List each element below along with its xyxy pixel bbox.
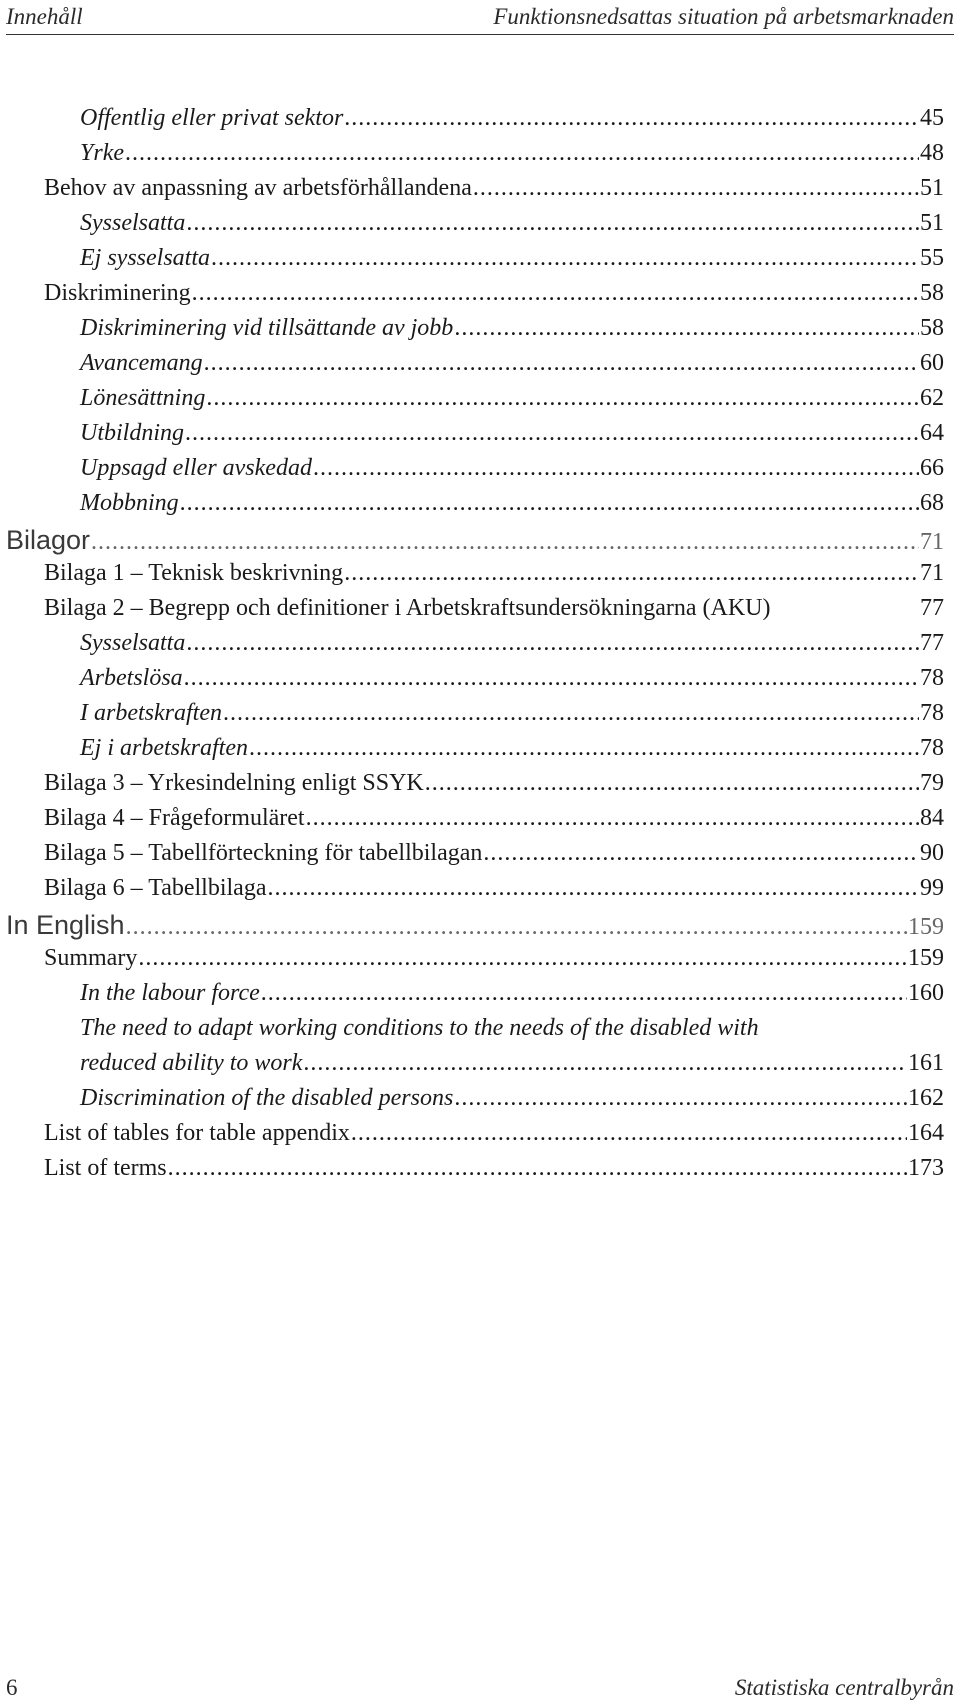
toc-entry[interactable] [80, 210, 944, 237]
toc-entry-page: 60 [920, 350, 944, 376]
toc-entry-page: 48 [920, 140, 944, 166]
toc-entry-page: 173 [908, 1155, 944, 1181]
toc-entry-title: Behov av anpassning av arbetsförhållandena [44, 175, 472, 201]
toc-entry[interactable] [44, 560, 944, 587]
toc-entry-page: 45 [920, 105, 944, 131]
toc-entry-page: 66 [920, 455, 944, 481]
toc-entry-page: 84 [920, 805, 944, 831]
toc-entry-title-line2: reduced ability to work [80, 1050, 303, 1076]
toc-entry-title: Offentlig eller privat sektor [80, 105, 344, 131]
toc-leader-dots [344, 560, 919, 587]
toc-entry-page: 78 [920, 665, 944, 691]
header-section-title: Innehåll [6, 4, 83, 29]
toc-leader-dots [192, 280, 919, 307]
toc-entry[interactable] [80, 1085, 944, 1112]
toc-entry-page: 62 [920, 385, 944, 411]
toc-chapter-page: 159 [908, 914, 944, 940]
toc-chapter-page: 71 [920, 529, 944, 555]
toc-entry[interactable] [80, 455, 944, 482]
toc-entry-page: 78 [920, 700, 944, 726]
toc-entry-title: Lönesättning [80, 385, 206, 411]
footer-page-number: 6 [6, 1675, 18, 1700]
toc-entry-page: 55 [920, 245, 944, 271]
toc-entry[interactable] [44, 1155, 944, 1182]
toc-entry-page: 77 [920, 630, 944, 656]
toc-leader-dots [306, 805, 919, 832]
toc-entry-title: Bilaga 6 – Tabellbilaga [44, 875, 267, 901]
toc-entry-page: 78 [920, 735, 944, 761]
toc-entry-page: 58 [920, 280, 944, 306]
toc-entry-page: 79 [920, 770, 944, 796]
toc-entry-page: 64 [920, 420, 944, 446]
toc-leader-dots [91, 529, 919, 556]
toc-entry[interactable] [44, 175, 944, 202]
toc-leader-dots [206, 385, 919, 412]
toc-entry[interactable] [80, 665, 944, 692]
toc-entry-page: 77 [920, 595, 944, 621]
toc-entry[interactable] [80, 490, 944, 517]
toc-leader-dots [184, 665, 919, 692]
toc-leader-dots [185, 420, 919, 447]
toc-entry-page: 51 [920, 210, 944, 236]
toc-entry-title-line1[interactable]: The need to adapt working conditions to the needs of the disabled with [80, 1015, 759, 1041]
toc-entry[interactable] [44, 875, 944, 902]
toc-leader-dots [125, 140, 919, 167]
toc-entry-page: 160 [908, 980, 944, 1006]
toc-entry-page: 51 [920, 175, 944, 201]
toc-entry-title: Ej i arbetskraften [80, 735, 248, 761]
toc-entry-title: Utbildning [80, 420, 185, 446]
toc-entry[interactable] [80, 385, 944, 412]
toc-entry-page: 99 [920, 875, 944, 901]
toc-entry-title: Diskriminering [44, 280, 191, 306]
toc-entry-page: 68 [920, 490, 944, 516]
toc-entry[interactable] [44, 840, 944, 867]
toc-leader-dots [351, 1120, 907, 1147]
toc-leader-dots [180, 490, 919, 517]
toc-entry-title: Ej sysselsatta [80, 245, 210, 271]
header-document-title: Funktionsnedsattas situation på arbetsmarknaden [493, 4, 954, 29]
toc-entry[interactable] [80, 1050, 944, 1077]
toc-entry-title: Yrke [80, 140, 124, 166]
toc-entry-page: 90 [920, 840, 944, 866]
toc-entry-title: Bilaga 1 – Teknisk beskrivning [44, 560, 344, 586]
toc-entry-title: Bilaga 5 – Tabellförteckning för tabellbilagan [44, 840, 483, 866]
toc-entry[interactable] [80, 980, 944, 1007]
toc-leader-dots [483, 840, 919, 867]
toc-leader-dots [186, 210, 919, 237]
toc-entry-page: 58 [920, 315, 944, 341]
toc-entry[interactable] [80, 315, 944, 342]
toc-leader-dots [261, 980, 907, 1007]
toc-entry-title: I arbetskraften [80, 700, 222, 726]
toc-entry[interactable] [44, 805, 944, 832]
toc-entry-title: Discrimination of the disabled persons [80, 1085, 454, 1111]
toc-entry[interactable] [80, 140, 944, 167]
toc-entry[interactable] [80, 735, 944, 762]
toc-entry-title: Diskriminering vid tillsättande av jobb [80, 315, 454, 341]
toc-leader-dots [223, 700, 919, 727]
toc-entry-title: List of terms [44, 1155, 167, 1181]
toc-leader-dots [249, 735, 919, 762]
toc-entry-title: Summary [44, 945, 138, 971]
toc-entry[interactable] [80, 350, 944, 377]
toc-leader-dots [204, 350, 919, 377]
toc-entry-title: Bilaga 2 – Begrepp och definitioner i Arbetskraftsundersökningarna (AKU) [44, 595, 771, 621]
footer-publisher: Statistiska centralbyrån [734, 1675, 954, 1700]
toc-entry-page: 164 [908, 1120, 944, 1146]
toc-leader-dots [425, 770, 919, 797]
toc-leader-dots [126, 914, 907, 941]
toc-entry-title: Avancemang [80, 350, 203, 376]
toc-entry[interactable] [80, 630, 944, 657]
toc-entry-page: 159 [908, 945, 944, 971]
toc-entry-title: Uppsagd eller avskedad [80, 455, 312, 481]
toc-entry-title: Arbetslösa [80, 665, 183, 691]
toc-leader-dots [454, 315, 919, 342]
toc-leader-dots [168, 1155, 907, 1182]
toc-entry-title: Sysselsatta [80, 630, 186, 656]
toc-chapter-title: In English [6, 910, 125, 940]
toc-entry[interactable] [44, 1120, 944, 1147]
toc-entry-page: 161 [908, 1050, 944, 1076]
toc-entry-title: In the labour force [80, 980, 260, 1006]
running-header [6, 0, 954, 35]
toc-entry-title: Bilaga 3 – Yrkesindelning enligt SSYK [44, 770, 424, 796]
toc-entry[interactable] [80, 245, 944, 272]
toc-chapter-title: Bilagor [6, 525, 91, 555]
toc-entry-title: Sysselsatta [80, 210, 186, 236]
toc-leader-dots [267, 875, 919, 902]
toc-leader-dots [186, 630, 919, 657]
toc-chapter-entry[interactable] [6, 910, 944, 941]
toc-chapter-entry[interactable] [6, 525, 944, 556]
toc-leader-dots [454, 1085, 907, 1112]
toc-entry-page: 162 [908, 1085, 944, 1111]
toc-leader-dots [138, 945, 907, 972]
toc-entry-title: Bilaga 4 – Frågeformuläret [44, 805, 305, 831]
toc-entry[interactable] [44, 945, 944, 972]
toc-entry[interactable] [44, 770, 944, 797]
toc-leader-dots [211, 245, 919, 272]
toc-leader-dots [344, 105, 919, 132]
toc-entry-page: 71 [920, 560, 944, 586]
toc-leader-dots [313, 455, 919, 482]
toc-entry[interactable] [80, 700, 944, 727]
toc-entry[interactable] [80, 420, 944, 447]
toc-entry-title: Mobbning [80, 490, 179, 516]
toc-leader-dots [473, 175, 919, 202]
toc-entry-title: List of tables for table appendix [44, 1120, 350, 1146]
toc-entry[interactable] [44, 595, 944, 622]
toc-entry[interactable] [80, 105, 944, 132]
toc-entry[interactable] [44, 280, 944, 307]
running-footer [6, 1675, 954, 1705]
toc-leader-dots [303, 1050, 907, 1077]
